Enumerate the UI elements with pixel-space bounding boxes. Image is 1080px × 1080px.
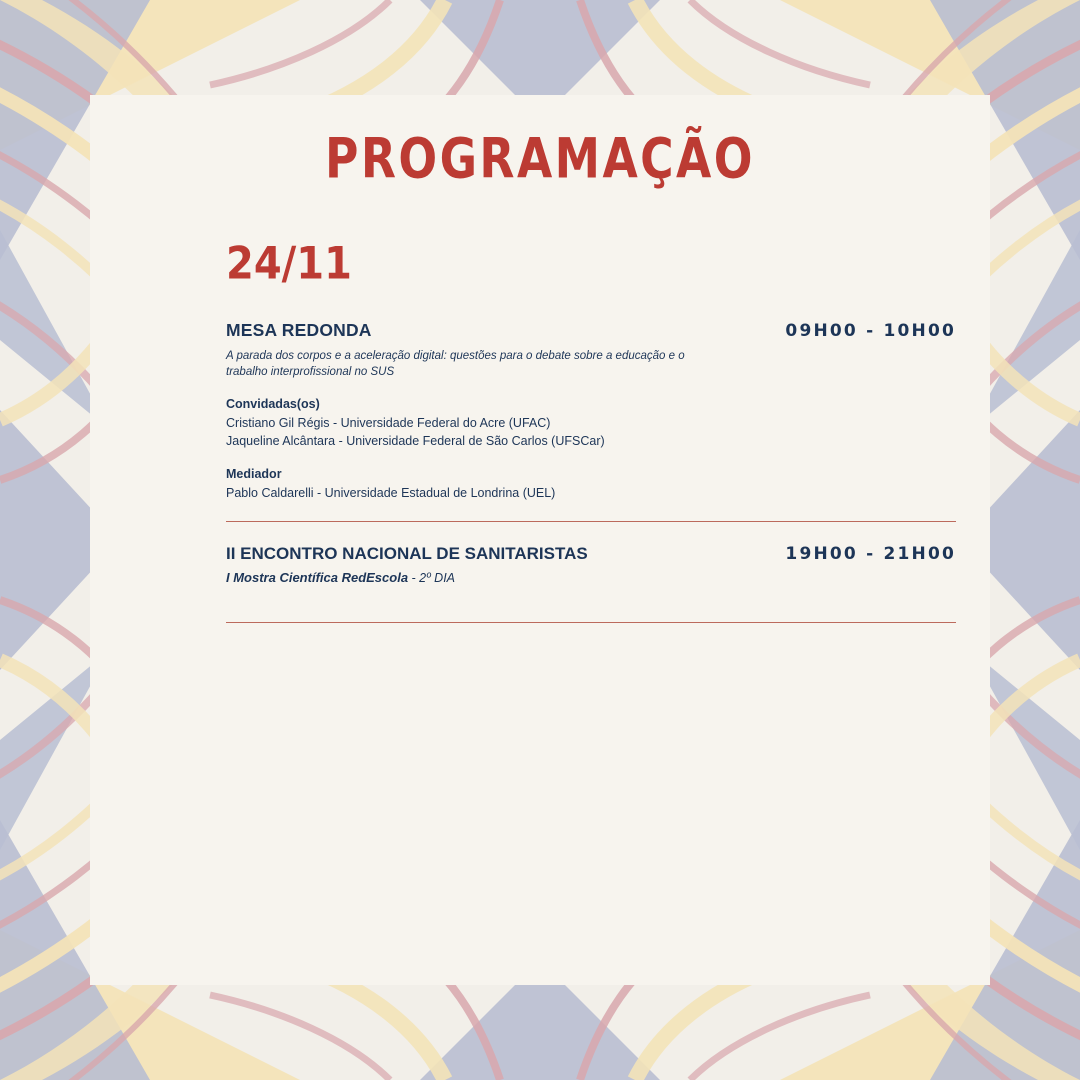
content-area [90, 95, 990, 985]
group-label-guests: Convidadas(os) [226, 396, 320, 411]
list-item: Cristiano Gil Régis - Universidade Federal do Acre (UFAC) [226, 415, 551, 430]
session-1-subtitle: A parada dos corpos e a aceleração digital: questões para o debate sobre a educação e o trabalho interprofissional no SUS [226, 350, 685, 379]
schedule-date: 24/11 [226, 238, 352, 290]
session-2-subtitle-rest: - 2º DIA [408, 570, 455, 585]
session-1-group-mediator [226, 467, 956, 503]
session-1-header [226, 320, 956, 341]
session-2-header [226, 544, 956, 564]
divider-2 [226, 622, 956, 623]
session-2-subtitle [226, 570, 956, 585]
session-block-1 [226, 320, 956, 522]
list-item: Jaqueline Alcântara - Universidade Federal de São Carlos (UFSCar) [226, 434, 605, 449]
session-2-subtitle-strong: I Mostra Científica RedEscola [226, 569, 409, 585]
session-1-title: MESA REDONDA [226, 320, 372, 340]
page-title: PROGRAMAÇÃO [325, 127, 755, 192]
session-2-time: 19H00 - 21H00 [785, 543, 956, 564]
session-1-group-guests [226, 397, 956, 452]
session-block-2 [226, 544, 956, 623]
session-1-time: 09H00 - 10H00 [785, 321, 956, 341]
group-label-mediator: Mediador [226, 467, 282, 482]
list-item: Pablo Caldarelli - Universidade Estadual de Londrina (UEL) [226, 486, 556, 501]
divider-1 [226, 521, 956, 522]
session-2-title: II ENCONTRO NACIONAL DE SANITARISTAS [226, 543, 588, 563]
